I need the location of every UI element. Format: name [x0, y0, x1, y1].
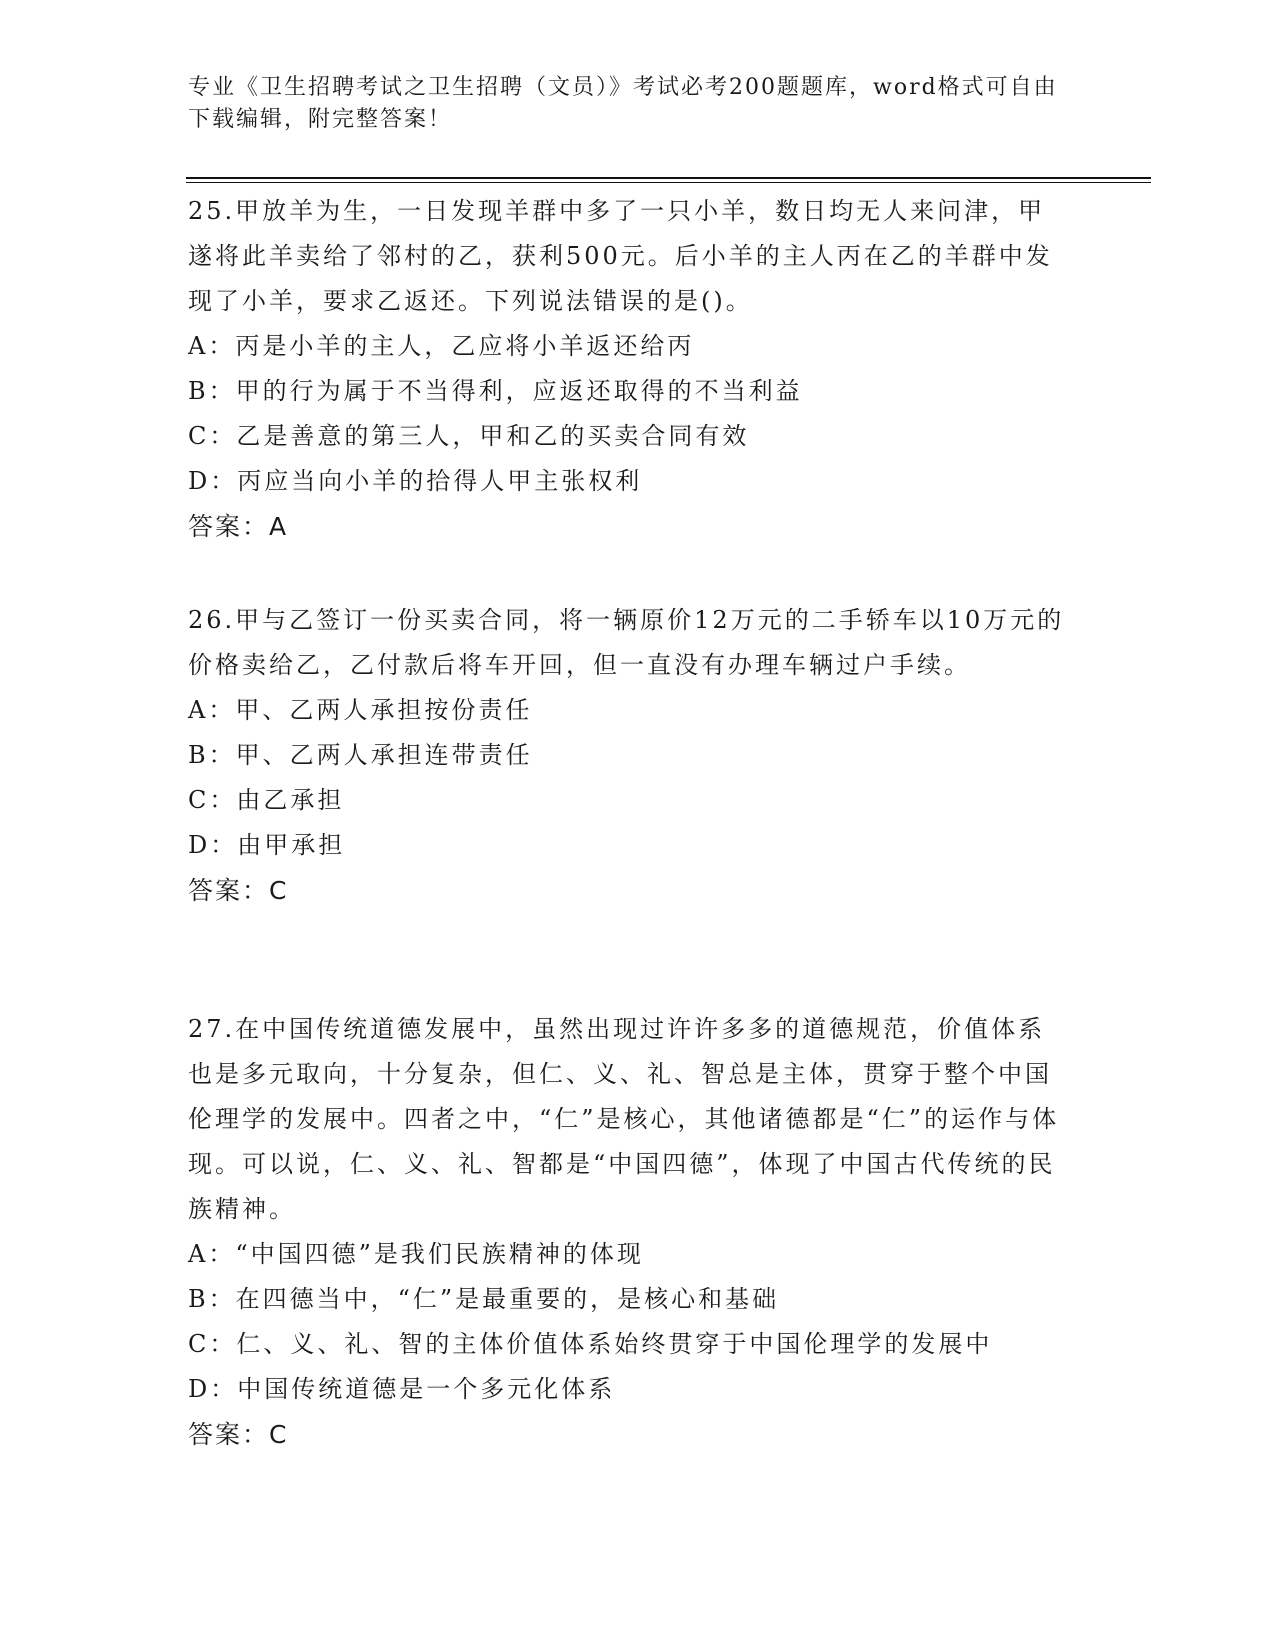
option-c: C：由乙承担 [188, 786, 345, 814]
document-header: 专业《卫生招聘考试之卫生招聘（文员）》考试必考200题题库，word格式可自由下载编辑，附完整答案！ [188, 75, 1058, 132]
option-d: D：中国传统道德是一个多元化体系 [188, 1375, 616, 1403]
answer-line: 答案：A [188, 512, 289, 541]
option-b: B：在四德当中，“仁”是最重要的，是核心和基础 [188, 1285, 780, 1313]
question-27 [188, 1007, 1068, 1457]
option-b: B：甲的行为属于不当得利，应返还取得的不当利益 [188, 377, 803, 405]
option-a: A：“中国四德”是我们民族精神的体现 [188, 1240, 644, 1268]
option-d: D：由甲承担 [188, 831, 346, 859]
option-c: C：乙是善意的第三人，甲和乙的买卖合同有效 [188, 422, 750, 450]
header-rule-thin [186, 182, 1151, 183]
option-d: D：丙应当向小羊的拾得人甲主张权利 [188, 467, 643, 495]
question-stem: 26.甲与乙签订一份买卖合同，将一辆原价12万元的二手轿车以10万元的价格卖给乙，乙付款后将车开回，但一直没有办理车辆过户手续。 [188, 606, 1065, 679]
question-stem: 25.甲放羊为生，一日发现羊群中多了一只小羊，数日均无人来问津，甲遂将此羊卖给了邻村的乙，获利500元。后小羊的主人丙在乙的羊群中发现了小羊，要求乙返还。下列说法错误的是()。 [188, 197, 1053, 315]
question-25 [188, 189, 1068, 549]
option-c: C：仁、义、礼、智的主体价值体系始终贯穿于中国伦理学的发展中 [188, 1330, 993, 1358]
answer-line: 答案：C [188, 1420, 289, 1449]
answer-line: 答案：C [188, 876, 289, 905]
option-a: A：丙是小羊的主人，乙应将小羊返还给丙 [188, 332, 695, 360]
question-26 [188, 598, 1068, 913]
header-rule-thick [186, 177, 1151, 179]
option-b: B：甲、乙两人承担连带责任 [188, 741, 533, 769]
question-stem: 27.在中国传统道德发展中，虽然出现过许许多多的道德规范，价值体系也是多元取向，十分复杂，但仁、义、礼、智总是主体，贯穿于整个中国伦理学的发展中。四者之中，“仁”是核心，其他诸德都是“仁”的运作与体现。可以说，仁、义、礼、智都是“中国四德”，体现了中国古代传统的民族精神。 [188, 1015, 1060, 1223]
option-a: A：甲、乙两人承担按份责任 [188, 696, 533, 724]
